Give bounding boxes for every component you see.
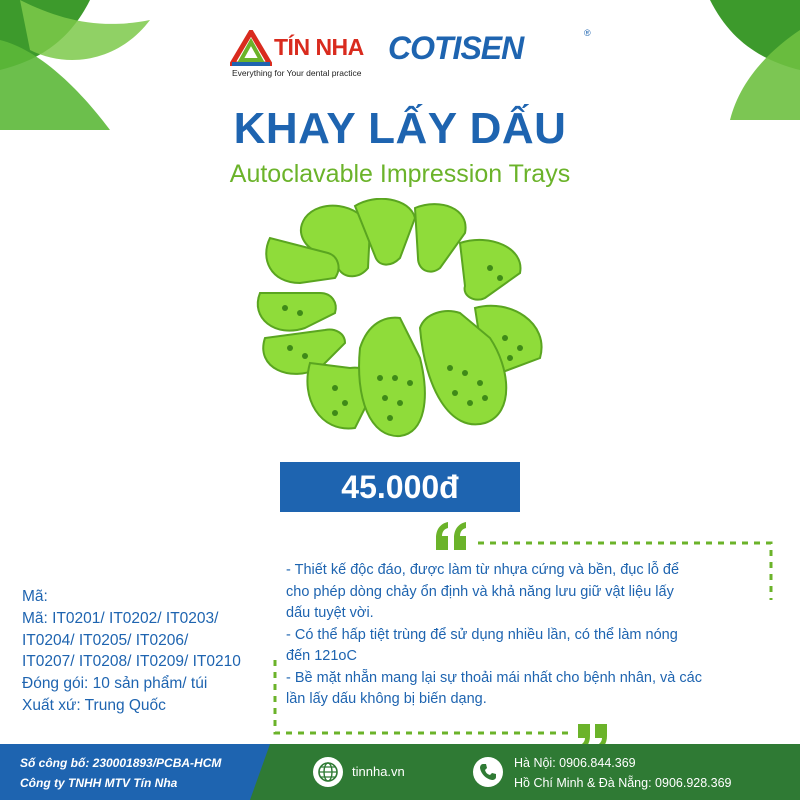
description-line: cho phép dòng chảy ổn định và khả năng lưu giữ vật liệu lấy [286,583,674,600]
registration-number: Số công bố: 230001893/PCBA-HCM [20,756,222,770]
triangle-logo-icon [230,30,272,66]
spec-line: Đóng gói: 10 sản phẩm/ túi [22,675,208,693]
tinnha-brand-name: TÍN NHA [274,34,364,60]
cotisen-logo[interactable] [388,28,598,78]
footer-company-panel [0,744,270,800]
description-line: - Thiết kế độc đáo, được làm từ nhựa cứng và bền, đục lỗ để [286,562,680,578]
footer [0,744,800,800]
product-specs [22,586,272,717]
header-logos [0,28,800,88]
spec-line: Xuất xứ: Trung Quốc [22,696,166,714]
spec-line: IT0207/ IT0208/ IT0209/ IT0210 [22,653,241,671]
company-name: Công ty TNHH MTV Tín Nha [20,776,178,790]
spec-line: IT0204/ IT0205/ IT0206/ [22,631,189,649]
globe-icon [312,756,344,788]
page-subtitle: Autoclavable Impression Trays [229,160,571,188]
description-line: - Có thể hấp tiệt trùng để sử dụng nhiều lần, có thể làm nóng [286,626,678,643]
product-image [250,198,560,443]
description-line: lần lấy dấu không bị biến dạng. [286,691,487,707]
description-line: đến 121oC [286,648,357,664]
phone-hanoi[interactable]: Hà Nội: 0906.844.369 [514,756,636,770]
phone-hcm[interactable]: Hồ Chí Minh & Đà Nẵng: 0906.928.369 [514,776,732,790]
footer-divider [250,744,290,800]
price-badge [280,462,520,512]
description-line: dấu tuyệt vời. [286,605,374,621]
price: 45.000đ [341,469,459,505]
phone-icon [472,756,504,788]
website-link[interactable]: tinnha.vn [352,764,405,779]
tinnha-tagline: Everything for Your dental practice [232,68,362,78]
spec-line: Mã: [22,588,48,605]
cotisen-brand-name: COTISEN [388,30,524,66]
page-title: KHAY LẤY DẤU [233,104,567,153]
spec-line: Mã: IT0201/ IT0202/ IT0203/ [22,609,219,627]
tinnha-logo[interactable] [228,30,378,80]
description-line: - Bề mặt nhẵn mang lại sự thoải mái nhất cho bệnh nhân, và các [286,669,702,686]
product-description [286,560,756,711]
registered-mark: ® [584,28,591,38]
quote-open-icon [432,520,470,552]
footer-contact-panel [270,744,800,800]
